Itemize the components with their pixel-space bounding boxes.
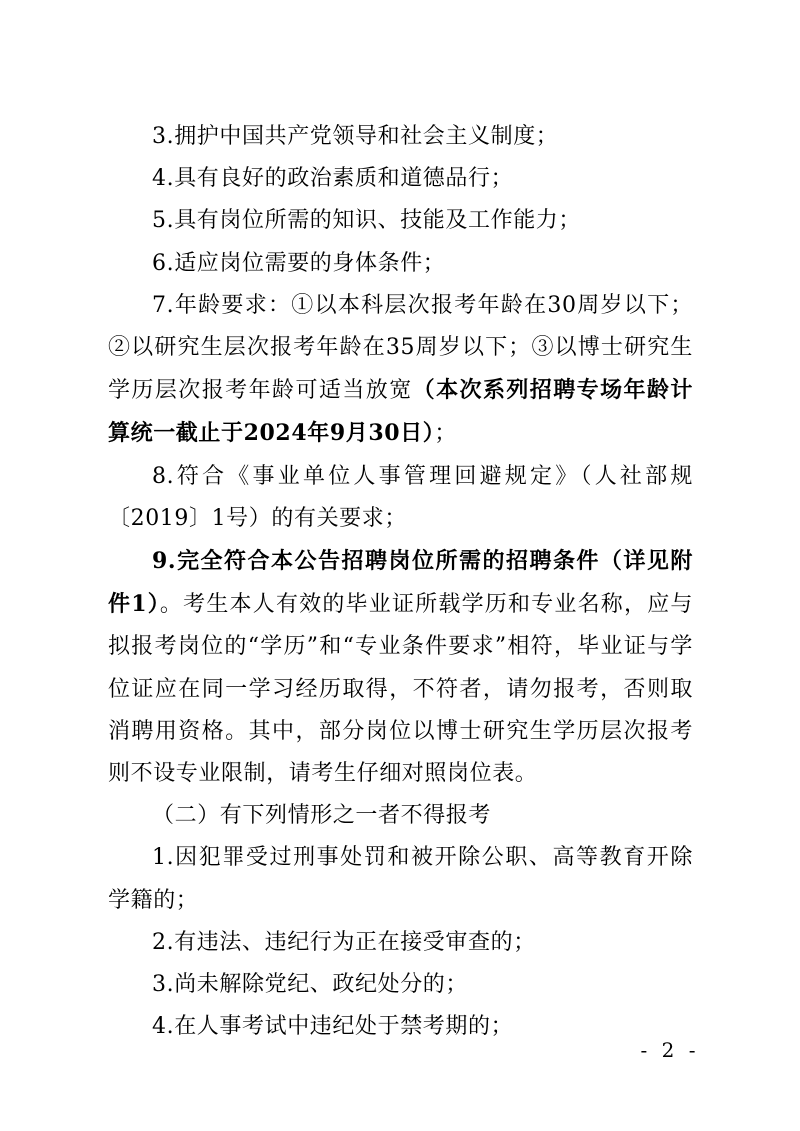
paragraph-item-3 — [108, 116, 693, 158]
paragraph-item-4 — [108, 158, 693, 200]
paragraph-bold-text: 完全符合本公告招聘岗位所需的招聘条件（详见附件1） — [108, 548, 693, 618]
paragraph-item-5 — [108, 200, 693, 242]
paragraph-text: 3.尚未解除党纪、政纪处分的； — [152, 972, 468, 998]
paragraph-text: 1.因犯罪受过刑事处罚和被开除公职、高等教育开除学籍的； — [108, 845, 693, 913]
paragraph-item-8 — [108, 456, 693, 540]
page-number: - 2 - — [640, 1038, 700, 1062]
paragraph-text: 2.有违法、违纪行为正在接受审查的； — [152, 929, 536, 955]
paragraph-item-6 — [108, 243, 693, 285]
paragraph-text: 6.适应岗位需要的身体条件； — [152, 250, 446, 276]
paragraph-text: 4.具有良好的政治素质和道德品行； — [152, 166, 514, 192]
restriction-item-4 — [108, 1006, 693, 1048]
paragraph-text: 8.符合《事业单位人事管理回避规定》（人社部规〔2019〕1号）的有关要求； — [108, 463, 693, 531]
paragraph-item-9 — [108, 540, 693, 795]
paragraph-text-after: ； — [434, 421, 457, 447]
paragraph-item-7-age — [108, 285, 693, 456]
paragraph-text: 4.在人事考试中违纪处于禁考期的； — [152, 1014, 514, 1040]
paragraph-text: 。考生本人有效的毕业证所载学历和专业名称，应与拟报考岗位的“学历”和“专业条件要求”相符，毕业证与学位证应在同一学习经历取得，不符者，请勿报考，否则取消聘用资格。其中，部分岗位以博士研究生学历层次报考则不设专业限制，请考生仔细对照岗位表。 — [108, 592, 693, 787]
paragraph-text: 7.年龄要求：①以本科层次报考年龄在30周岁以下；②以研究生层次报考年龄在35周岁以下；③以博士研究生学历层次报考年龄可适当放宽 — [108, 292, 693, 404]
restriction-item-2 — [108, 922, 693, 964]
paragraph-prefix: 9. — [152, 548, 177, 575]
document-body — [108, 116, 693, 1048]
restriction-item-3 — [108, 964, 693, 1006]
section-heading-restrictions — [108, 795, 693, 837]
paragraph-text: 3.拥护中国共产党领导和社会主义制度； — [152, 124, 559, 149]
section-heading-text: （二）有下列情形之一者不得报考 — [152, 803, 492, 829]
paragraph-text: 5.具有岗位所需的知识、技能及工作能力； — [152, 208, 581, 234]
paragraph-bold-text: （本次系列招聘专场年龄计算统一截止于2024年9月30日） — [108, 377, 694, 447]
restriction-item-1 — [108, 837, 693, 921]
